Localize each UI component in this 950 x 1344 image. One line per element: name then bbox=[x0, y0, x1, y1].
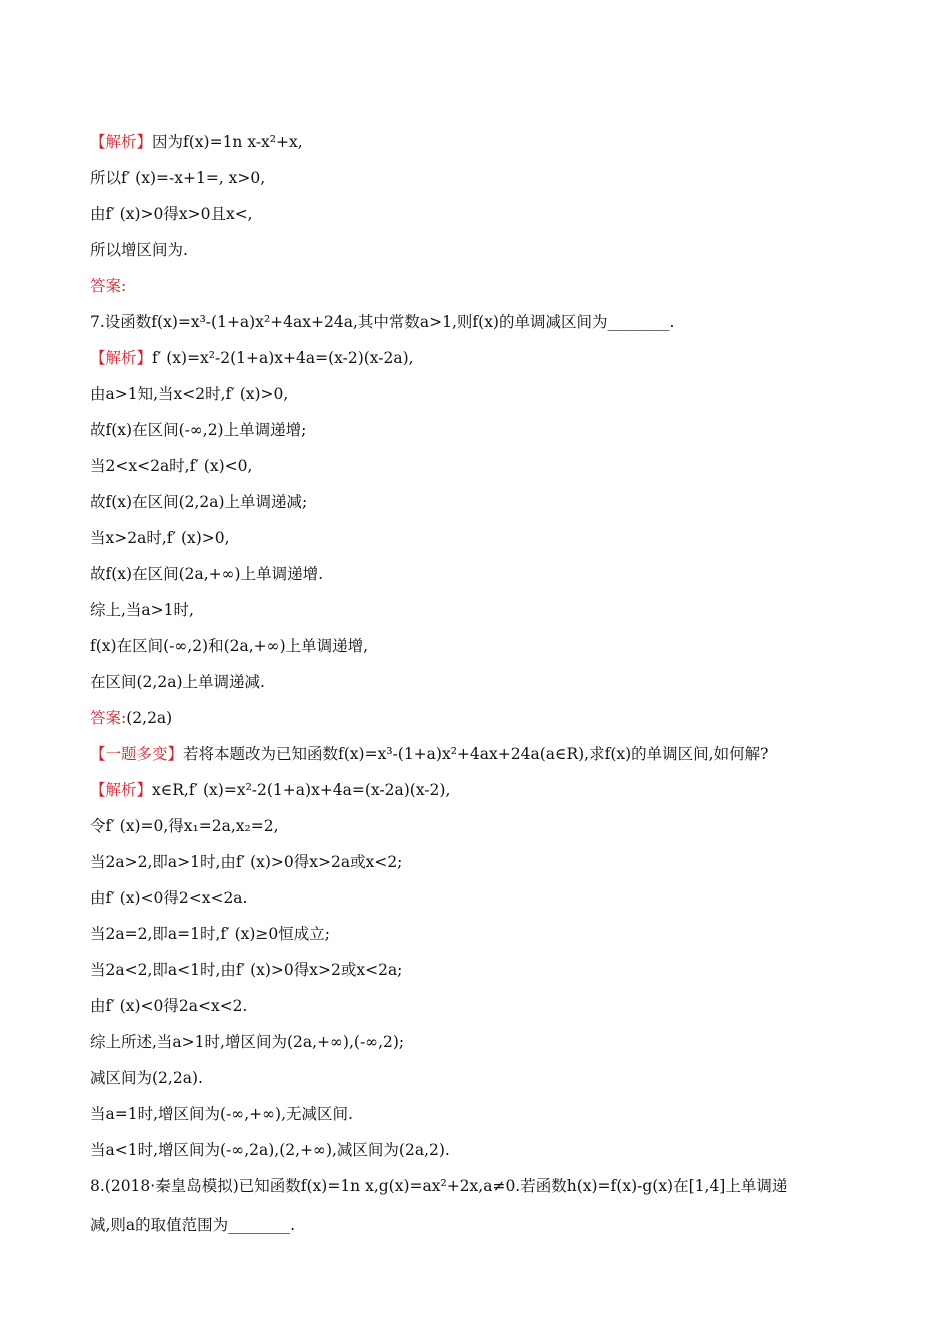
solution-line: f(x)在区间(-∞,2)和(2a,+∞)上单调递增, bbox=[90, 637, 369, 655]
solution-line: 由f′ (x)<0得2<x<2a. bbox=[90, 889, 248, 907]
solution-line: 故f(x)在区间(2,2a)上单调递减; bbox=[90, 493, 308, 511]
answer-line: 答案: bbox=[90, 277, 127, 295]
solution-line: 由f′ (x)>0得x>0且x<, bbox=[90, 205, 253, 223]
solution-line: 由a>1知,当x<2时,f′ (x)>0, bbox=[90, 385, 289, 403]
solution-line: 故f(x)在区间(2a,+∞)上单调递增. bbox=[90, 565, 324, 583]
solution-line: 当a<1时,增区间为(-∞,2a),(2,+∞),减区间为(2a,2). bbox=[90, 1141, 450, 1159]
variant-tag: 【一题多变】 bbox=[90, 745, 184, 763]
variant-question: 【一题多变】若将本题改为已知函数f(x)=x³-(1+a)x²+4ax+24a(a∈R),求f(x)的单调区间,如何解? bbox=[90, 745, 769, 763]
solution-line: 当2a=2,即a=1时,f′ (x)≥0恒成立; bbox=[90, 925, 330, 943]
solution-line: 当a=1时,增区间为(-∞,+∞),无减区间. bbox=[90, 1105, 353, 1123]
solution-line: 综上所述,当a>1时,增区间为(2a,+∞),(-∞,2); bbox=[90, 1033, 405, 1051]
solution-line: 【解析】f′ (x)=x²-2(1+a)x+4a=(x-2)(x-2a), bbox=[90, 349, 414, 367]
solution-line: 当x>2a时,f′ (x)>0, bbox=[90, 529, 230, 547]
solution-tag: 【解析】 bbox=[90, 133, 153, 151]
solution-line: 减区间为(2,2a). bbox=[90, 1069, 203, 1087]
solution-line: 当2<x<2a时,f′ (x)<0, bbox=[90, 457, 253, 475]
solution-tag: 【解析】 bbox=[90, 781, 153, 799]
solution-line: 【解析】因为f(x)=1n x-x²+x, bbox=[90, 133, 303, 151]
solution-line: 所以f′ (x)=-x+1=, x>0, bbox=[90, 169, 266, 187]
question-8: 8.(2018·秦皇岛模拟)已知函数f(x)=1n x,g(x)=ax²+2x,a≠0.若函数h(x)=f(x)-g(x)在[1,4]上单调递 bbox=[90, 1177, 788, 1195]
solution-line: 综上,当a>1时, bbox=[90, 601, 194, 619]
document-body bbox=[90, 124, 870, 1246]
answer-line bbox=[90, 700, 870, 736]
question-7: 7.设函数f(x)=x³-(1+a)x²+4ax+24a,其中常数a>1,则f(x)的单调减区间为________. bbox=[90, 313, 675, 331]
solution-line: 故f(x)在区间(-∞,2)上单调递增; bbox=[90, 421, 307, 439]
question-8-continued: 减,则a的取值范围为________. bbox=[90, 1216, 296, 1234]
answer-label: 答案: bbox=[90, 709, 127, 727]
solution-line: 由f′ (x)<0得2a<x<2. bbox=[90, 997, 248, 1015]
solution-line: 所以增区间为. bbox=[90, 241, 188, 259]
solution-line: 当2a>2,即a>1时,由f′ (x)>0得x>2a或x<2; bbox=[90, 853, 403, 871]
solution-tag: 【解析】 bbox=[90, 349, 153, 367]
answer-value: (2,2a) bbox=[126, 709, 173, 727]
solution-line: 令f′ (x)=0,得x₁=2a,x₂=2, bbox=[90, 817, 279, 835]
solution-line: 在区间(2,2a)上单调递减. bbox=[90, 673, 265, 691]
solution-line: 当2a<2,即a<1时,由f′ (x)>0得x>2或x<2a; bbox=[90, 961, 403, 979]
solution-line: 【解析】x∈R,f′ (x)=x²-2(1+a)x+4a=(x-2a)(x-2), bbox=[90, 781, 451, 799]
